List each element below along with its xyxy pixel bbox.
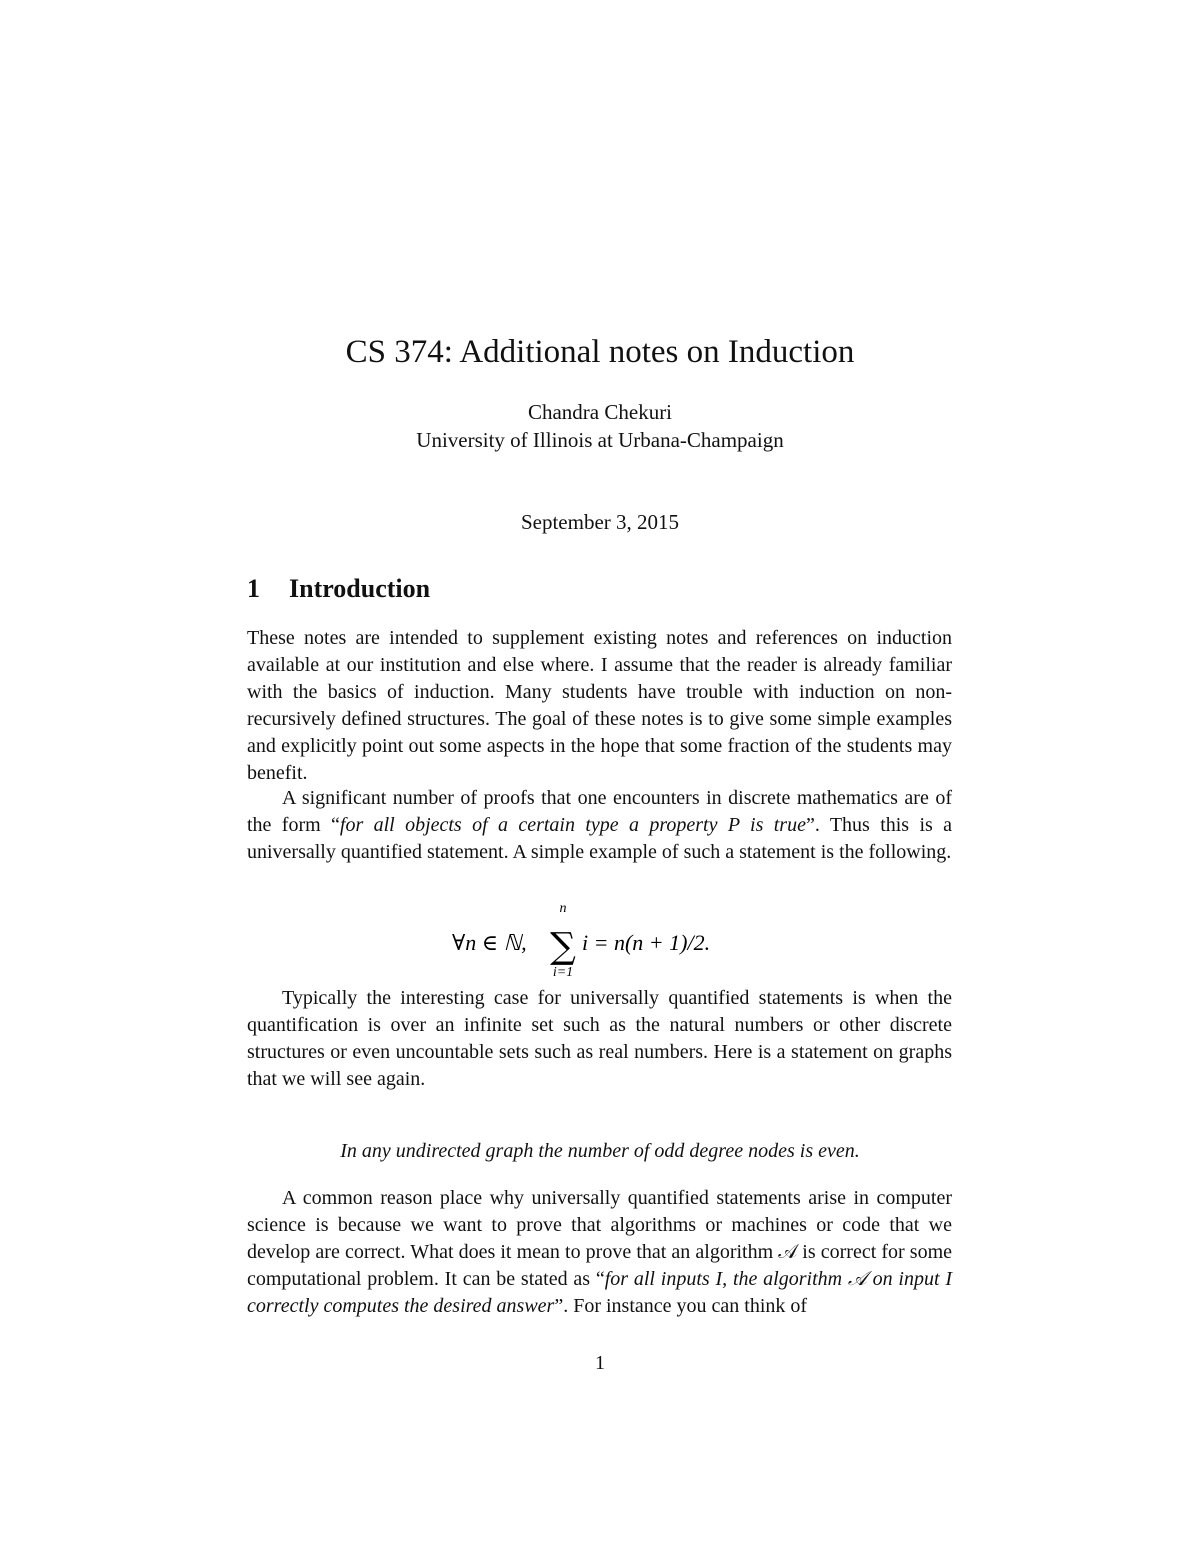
equation-lower-limit: i=1: [552, 965, 574, 980]
sum-equation: [0, 900, 1200, 980]
page-number: 1: [595, 1352, 605, 1374]
equation-prefix: ∀n ∈ ℕ,: [452, 930, 527, 955]
paragraph-algorithms-italic: for all inputs I, the algorithm 𝒜 on input I correctly computes the desired answer: [247, 1268, 952, 1317]
equation-upper-limit: n: [559, 901, 567, 916]
section-heading: [247, 572, 430, 606]
section-number: 1: [247, 574, 260, 603]
graph-claim: In any undirected graph the number of odd degree nodes is even.: [340, 1140, 860, 1162]
section-title: Introduction: [289, 574, 431, 603]
paper-title: CS 374: Additional notes on Induction: [345, 334, 855, 370]
author-name: Chandra Chekuri: [527, 400, 673, 424]
paper-date: September 3, 2015: [520, 510, 680, 534]
paragraph-intro: These notes are intended to supplement existing notes and references on induction available at our institution and else where. I assume that the reader is already familiar with the basics of induction. Many students have trouble with induction on non-recursively defined structures. The goal of these notes is to give some simple examples and explicitly point out some aspects in the hope that some fraction of the students may benefit.: [247, 627, 952, 784]
equation-body: i = n(n + 1)/2.: [582, 930, 711, 955]
sum-equation-svg: [0, 900, 1200, 980]
equation-sum-symbol: ∑: [550, 926, 576, 967]
paragraph-quantified-end: ”. Thus this is a universally quantified statement. A simple example of such a statement is the following.: [247, 814, 953, 863]
paragraph-quantified-italic: for all objects of a certain type a property P is true: [339, 814, 806, 836]
paragraph-algorithms-start: A common reason place why universally quantified statements arise in computer science is because we want to prove that algorithms or machines or code that we develop are correct. What does it mean to prove that an algorithm 𝒜 is correct for some computational problem. It can be stated as “: [247, 1187, 952, 1290]
paragraph-quantified-start: A significant number of proofs that one encounters in discrete mathematics are of the form “: [247, 787, 952, 836]
paragraph-quantified: [247, 785, 952, 866]
paragraph-infinite-sets: Typically the interesting case for universally quantified statements is when the quantification is over an infinite set such as the natural numbers or other discrete structures or even uncountable sets such as real numbers. Here is a statement on graphs that we will see again.: [247, 987, 952, 1090]
author-block: [0, 398, 1200, 454]
paragraph-algorithms: [247, 1185, 952, 1320]
author-affiliation: University of Illinois at Urbana-Champaign: [416, 428, 784, 452]
paragraph-algorithms-end: ”. For instance you can think of: [554, 1295, 808, 1317]
